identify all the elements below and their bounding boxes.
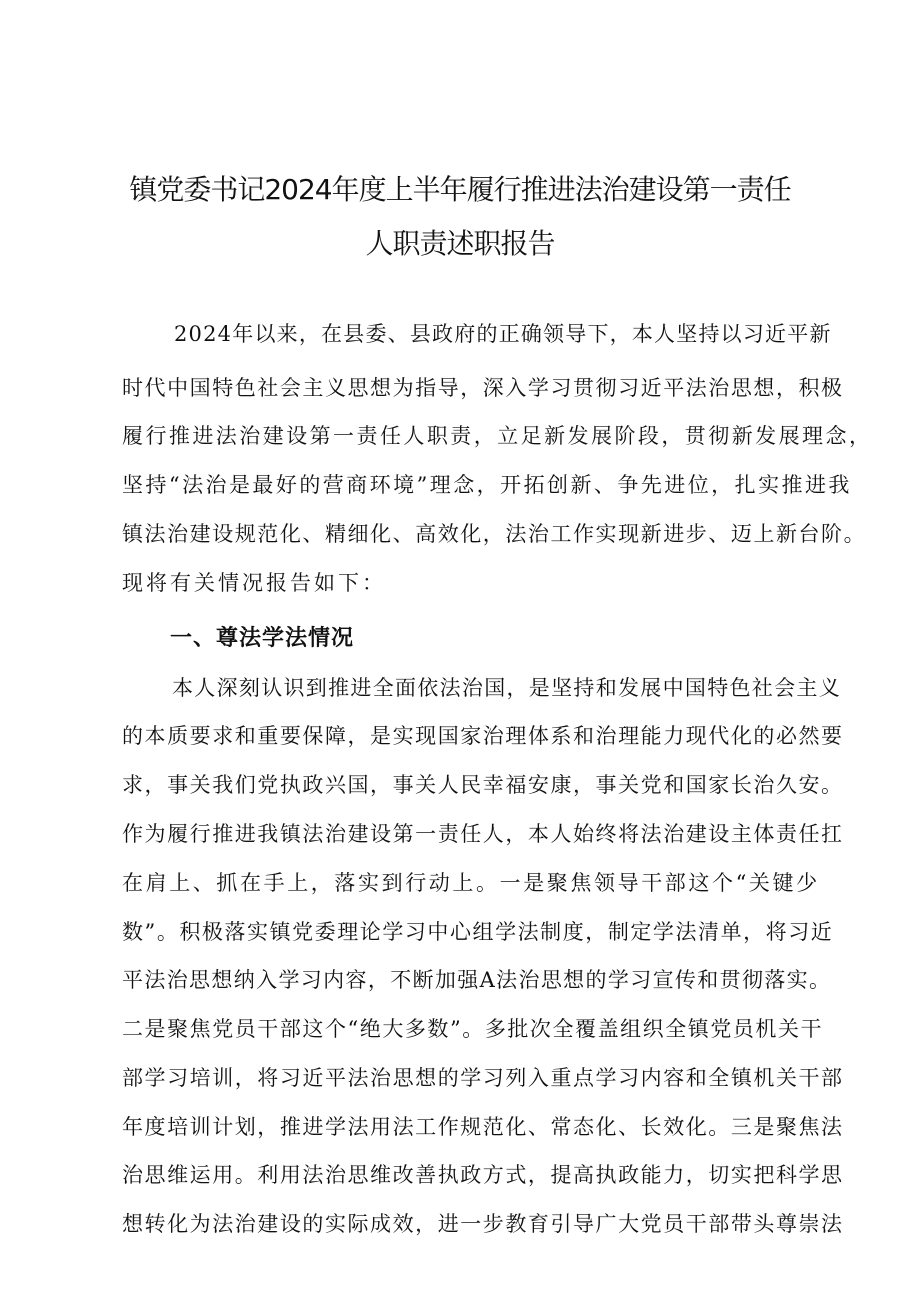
intro-line: 履行推进法治建设第一责任人职责，立足新发展阶段，贯彻新发展理念， [122, 424, 873, 448]
body-line: 二是聚焦党员干部这个“绝大多数”。多批次全覆盖组织全镇党员机关干 [122, 1017, 824, 1041]
document-title-line-2: 人职责述职报告 [365, 227, 555, 260]
intro-line: 时代中国特色社会主义思想为指导，深入学习贯彻习近平法治思想，积极 [122, 376, 844, 400]
intro-line: 坚持“法治是最好的营商环境”理念，开拓创新、争先进位，扎实推进我 [122, 473, 852, 497]
body-line: 部学习培训，将习近平法治思想的学习列入重点学习内容和全镇机关干部 [122, 1066, 844, 1090]
body-line: 求，事关我们党执政兴国，事关人民幸福安康，事关党和国家长治久安。 [122, 773, 844, 797]
section-heading: 一、尊法学法情况 [170, 626, 355, 651]
body-line: 平法治思想纳入学习内容，不断加强A法治思想的学习宣传和贯彻落实。 [122, 968, 832, 992]
document-title-line-1: 镇党委书记2024年度上半年履行推进法治建设第一责任 [129, 173, 791, 206]
body-line: 数”。积极落实镇党委理论学习中心组学法制度，制定学法清单，将习近 [122, 920, 834, 944]
body-line: 的本质要求和重要保障，是实现国家治理体系和治理能力现代化的必然要 [122, 724, 844, 748]
body-line: 在肩上、抓在手上，落实到行动上。一是聚焦领导干部这个“关键少 [122, 871, 820, 895]
body-line: 治思维运用。利用法治思维改善执政方式，提高执政能力，切实把科学思 [122, 1163, 844, 1187]
body-line: 年度培训计划，推进学法用法工作规范化、常态化、长效化。三是聚焦法 [122, 1115, 844, 1139]
intro-line: 2024年以来，在县委、县政府的正确领导下，本人坚持以习近平新 [174, 322, 832, 346]
body-line: 本人深刻认识到推进全面依法治国，是坚持和发展中国特色社会主义 [172, 676, 841, 700]
intro-line: 现将有关情况报告如下： [122, 571, 386, 595]
body-line: 想转化为法治建设的实际成效，进一步教育引导广大党员干部带头尊崇法 [122, 1212, 844, 1236]
intro-line: 镇法治建设规范化、精细化、高效化，法治工作实现新进步、迈上新台阶。 [122, 522, 867, 546]
body-line: 作为履行推进我镇法治建设第一责任人，本人始终将法治建设主体责任扛 [122, 822, 844, 846]
